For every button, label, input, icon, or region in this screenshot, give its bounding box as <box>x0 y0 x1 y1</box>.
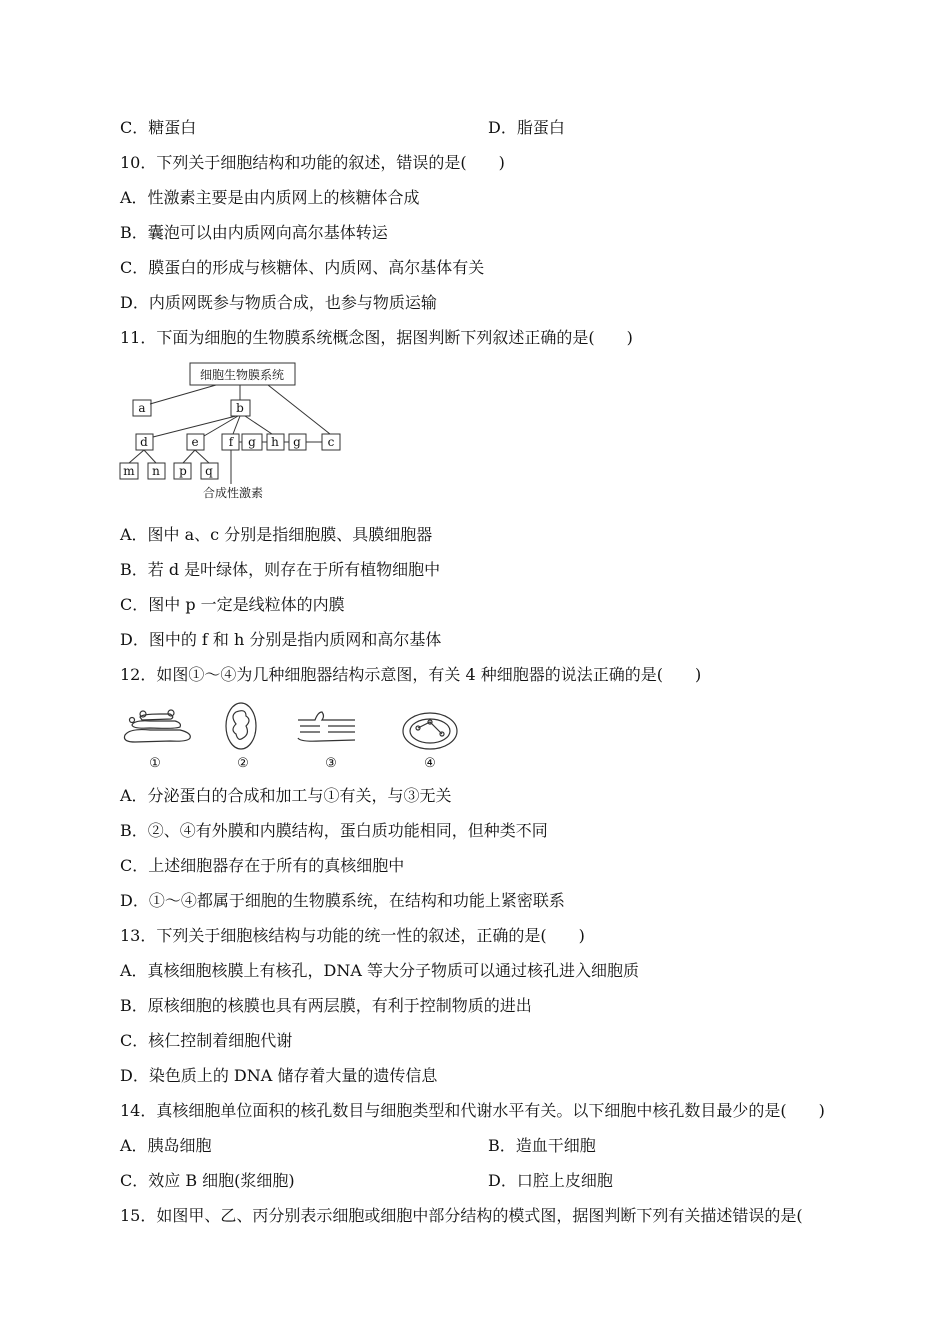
figure-label-4: ④ <box>424 756 436 771</box>
q9-option-c: C．糖蛋白 <box>120 118 197 137</box>
node-f: f <box>228 435 234 449</box>
node-b: b <box>236 401 244 415</box>
q15-stem: 15．如图甲、乙、丙分别表示细胞或细胞中部分结构的模式图，据图判断下列有关描述错误的是( <box>120 1206 803 1225</box>
q13-option-c: C．核仁控制着细胞代谢 <box>120 1031 293 1050</box>
q13-option-d: D．染色质上的 DNA 储存着大量的遗传信息 <box>120 1066 438 1085</box>
node-n: n <box>152 464 160 478</box>
q13-option-a: A．真核细胞核膜上有核孔，DNA 等大分子物质可以通过核孔进入细胞质 <box>120 961 640 980</box>
q12-option-d: D．①～④都属于细胞的生物膜系统，在结构和功能上紧密联系 <box>120 891 565 910</box>
node-m: m <box>123 464 135 478</box>
figure-label-2: ② <box>237 756 249 771</box>
q9-option-d: D．脂蛋白 <box>488 118 565 137</box>
node-d: d <box>140 435 148 449</box>
golgi-figure <box>124 710 190 742</box>
er-figure <box>298 712 355 741</box>
node-q: q <box>205 464 213 478</box>
mitochondrion-figure <box>226 703 256 749</box>
node-c: c <box>327 435 335 449</box>
node-e: e <box>191 435 199 449</box>
q11-option-a: A．图中 a、c 分别是指细胞膜、具膜细胞器 <box>120 525 433 544</box>
q14-option-c: C．效应 B 细胞(浆细胞) <box>120 1171 295 1190</box>
nucleus-figure <box>403 713 457 749</box>
membrane-concept-diagram <box>0 0 950 520</box>
figure-label-1: ① <box>149 756 161 771</box>
q14-option-a: A．胰岛细胞 <box>120 1136 212 1155</box>
q11-option-d: D．图中的 f 和 h 分别是指内质网和高尔基体 <box>120 630 442 649</box>
organelle-figures <box>0 690 950 780</box>
q10-option-d: D．内质网既参与物质合成，也参与物质运输 <box>120 293 437 312</box>
q10-option-c: C．膜蛋白的形成与核糖体、内质网、高尔基体有关 <box>120 258 485 277</box>
figure-label-3: ③ <box>325 756 337 771</box>
q13-stem: 13．下列关于细胞核结构与功能的统一性的叙述，正确的是( ) <box>120 926 585 945</box>
q12-option-b: B．②、④有外膜和内膜结构，蛋白质功能相同，但种类不同 <box>120 821 548 840</box>
diagram-label: 合成性激素 <box>202 486 264 500</box>
diagram-root: 细胞生物膜系统 <box>199 368 285 382</box>
node-g2: g <box>293 435 301 449</box>
q14-option-b: B．造血干细胞 <box>488 1136 596 1155</box>
q10-stem: 10．下列关于细胞结构和功能的叙述，错误的是( ) <box>120 153 505 172</box>
q12-option-c: C．上述细胞器存在于所有的真核细胞中 <box>120 856 405 875</box>
q13-option-b: B．原核细胞的核膜也具有两层膜，有利于控制物质的进出 <box>120 996 532 1015</box>
q12-stem: 12．如图①～④为几种细胞器结构示意图，有关 4 种细胞器的说法正确的是( ) <box>120 665 702 684</box>
q11-stem: 11．下面为细胞的生物膜系统概念图，据图判断下列叙述正确的是( ) <box>120 328 633 347</box>
q10-option-a: A．性激素主要是由内质网上的核糖体合成 <box>120 188 420 207</box>
node-h: h <box>271 435 279 449</box>
q10-option-b: B．囊泡可以由内质网向高尔基体转运 <box>120 223 388 242</box>
q14-option-d: D．口腔上皮细胞 <box>488 1171 613 1190</box>
q12-option-a: A．分泌蛋白的合成和加工与①有关，与③无关 <box>120 786 452 805</box>
node-a: a <box>138 401 146 415</box>
q11-option-b: B．若 d 是叶绿体，则存在于所有植物细胞中 <box>120 560 441 579</box>
q11-option-c: C．图中 p 一定是线粒体的内膜 <box>120 595 345 614</box>
q14-stem: 14．真核细胞单位面积的核孔数目与细胞类型和代谢水平有关。以下细胞中核孔数目最少的是( ) <box>120 1101 825 1120</box>
node-g: g <box>248 435 256 449</box>
node-p: p <box>179 464 187 478</box>
